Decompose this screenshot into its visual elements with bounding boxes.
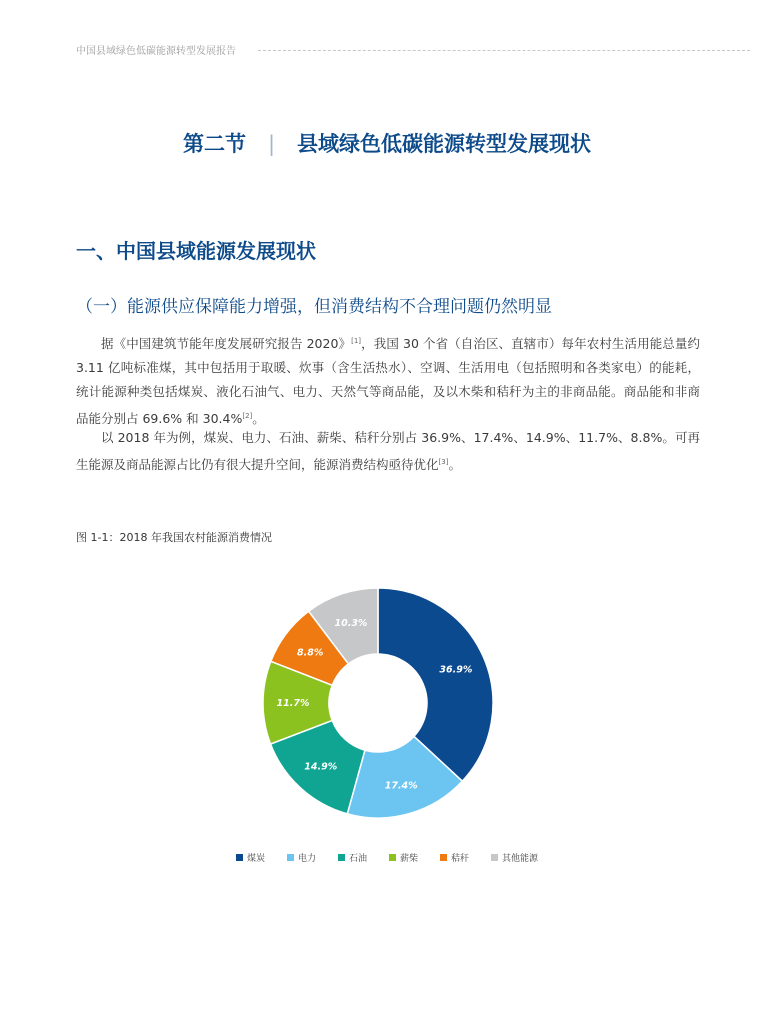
slice-label-4: 11.7% xyxy=(276,698,310,710)
reference-3[interactable]: [3] xyxy=(438,458,449,466)
legend-item-1 xyxy=(236,851,265,864)
legend-label-2: 电力 xyxy=(297,854,316,864)
legend-item-2 xyxy=(287,851,316,864)
legend-label-3: 石油 xyxy=(348,854,367,864)
legend-label-5: 秸秆 xyxy=(451,854,470,864)
legend-item-3 xyxy=(338,851,367,864)
heading-level-1: 一、中国县域能源发展现状 xyxy=(76,239,316,263)
legend-swatch-4 xyxy=(389,854,396,861)
running-header: 中国县域绿色低碳能源转型发展报告 xyxy=(76,46,236,57)
legend-swatch-5 xyxy=(440,854,447,861)
legend-item-4 xyxy=(389,851,418,864)
legend-swatch-6 xyxy=(491,854,498,861)
paragraph-1-text-b: ，我国 30 个省（自治区、直辖市）每年农村生活用能总量约 3.11 亿吨标准煤，其中包括用于取暖、炊事（含生活热水）、空调、生活用电（包括照明和各类家电）的能耗，统计能源种类包括煤炭、液化石油气、电力、天然气等商品能，及以木柴和秸秆为主的非商品能。商品能和非商品能分别占 69.6% 和 30.4% xyxy=(76,336,700,427)
paragraph-2-text-b: 。 xyxy=(448,457,461,473)
paragraph-1-text-c: 。 xyxy=(252,411,265,427)
legend-label-4: 薪柴 xyxy=(400,854,419,864)
slice-label-1: 36.9% xyxy=(439,664,473,676)
reference-1[interactable]: [1] xyxy=(351,337,362,345)
paragraph-2-text-a: 以 2018 年为例，煤炭、电力、石油、薪柴、秸秆分别占 36.9%、17.4%、14.9%、11.7%、8.8%。可再生能源及商品能源占比仍有很大提升空间，能源消费结构亟待优化 xyxy=(76,430,700,473)
figure-caption: 图 1-1：2018 年我国农村能源消费情况 xyxy=(76,531,272,544)
section-number: 第二节 xyxy=(182,132,246,156)
section-name: 县域绿色低碳能源转型发展现状 xyxy=(297,132,592,156)
legend-label-1: 煤炭 xyxy=(246,854,265,864)
section-title-separator: | xyxy=(267,132,276,156)
heading-level-2: （一）能源供应保障能力增强，但消费结构不合理问题仍然明显 xyxy=(76,297,552,317)
legend-swatch-3 xyxy=(338,854,345,861)
slice-label-3: 14.9% xyxy=(304,761,338,773)
legend-swatch-2 xyxy=(287,854,294,861)
slice-label-6: 10.3% xyxy=(334,617,368,629)
legend-label-6: 其他能源 xyxy=(502,854,539,864)
paragraph-1-text-a: 据《中国建筑节能年度发展研究报告 2020》 xyxy=(101,336,352,352)
slice-label-2: 17.4% xyxy=(384,780,418,792)
legend-swatch-1 xyxy=(236,854,243,861)
reference-2[interactable]: [2] xyxy=(242,412,253,421)
legend-item-5 xyxy=(440,851,469,864)
slice-label-5: 8.8% xyxy=(297,647,324,659)
legend-item-6 xyxy=(491,851,538,864)
chart-legend xyxy=(0,851,774,864)
